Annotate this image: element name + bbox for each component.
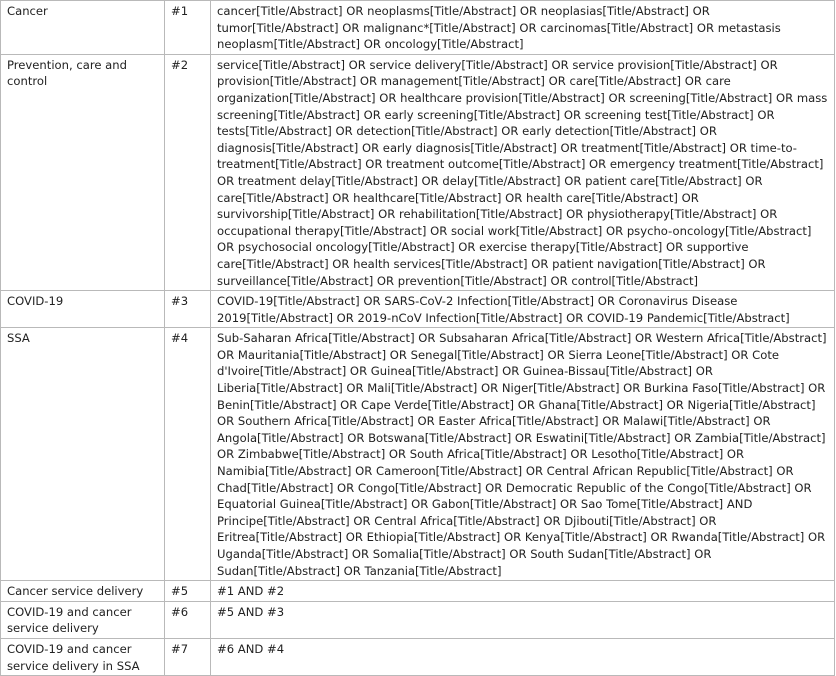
query-cell: #5 AND #3 <box>211 601 835 638</box>
concept-cell: COVID-19 <box>1 291 165 328</box>
table-row <box>1 1 835 55</box>
concept-cell: Cancer service delivery <box>1 581 165 602</box>
table-row <box>1 291 835 328</box>
search-number-cell: #1 <box>165 1 211 55</box>
query-cell: COVID-19[Title/Abstract] OR SARS-CoV-2 Infection[Title/Abstract] OR Coronavirus Disease 2019[Title/Abstract] OR 2019-nCoV Infection[Title/Abstract] OR COVID-19 Pandemic[Title/Abstract] <box>211 291 835 328</box>
query-cell: #6 AND #4 <box>211 638 835 675</box>
query-cell: service[Title/Abstract] OR service delivery[Title/Abstract] OR service provision[Title/Abstract] OR provision[Title/Abstract] OR management[Title/Abstract] OR care[Title/Abstract] OR care organization[Title/Abstract] OR healthcare provision[Title/Abstract] OR screening[Title/Abstract] OR mass screening[Title/Abstract] OR early screening[Title/Abstract] OR screening test[Title/Abstract] OR tests[Title/Abstract] OR detection[Title/Abstract] OR early detection[Title/Abstract] OR diagnosis[Title/Abstract] OR early diagnosis[Title/Abstract] OR treatment[Title/Abstract] OR time-to-treatment[Title/Abstract] OR treatment outcome[Title/Abstract] OR emergency treatment[Title/Abstract] OR treatment delay[Title/Abstract] OR delay[Title/Abstract] OR patient care[Title/Abstract] OR care[Title/Abstract] OR healthcare[Title/Abstract] OR health care[Title/Abstract] OR survivorship[Title/Abstract] OR rehabilitation[Title/Abstract] OR physiotherapy[Title/Abstract] OR occupational therapy[Title/Abstract] OR social work[Title/Abstract] OR psycho-oncology[Title/Abstract] OR psychosocial oncology[Title/Abstract] OR exercise therapy[Title/Abstract] OR supportive care[Title/Abstract] OR health services[Title/Abstract] OR patient navigation[Title/Abstract] OR surveillance[Title/Abstract] OR prevention[Title/Abstract] OR control[Title/Abstract] <box>211 54 835 290</box>
search-number-cell: #4 <box>165 328 211 581</box>
search-number-cell: #2 <box>165 54 211 290</box>
query-cell: #1 AND #2 <box>211 581 835 602</box>
concept-cell: COVID-19 and cancer service delivery in SSA <box>1 638 165 675</box>
table-row <box>1 581 835 602</box>
table-row <box>1 328 835 581</box>
table-row <box>1 638 835 675</box>
search-number-cell: #5 <box>165 581 211 602</box>
concept-cell: SSA <box>1 328 165 581</box>
concept-cell: Cancer <box>1 1 165 55</box>
search-number-cell: #3 <box>165 291 211 328</box>
query-cell: cancer[Title/Abstract] OR neoplasms[Title/Abstract] OR neoplasias[Title/Abstract] OR tumor[Title/Abstract] OR malignanc*[Title/Abstract] OR carcinomas[Title/Abstract] OR metastasis neoplasm[Title/Abstract] OR oncology[Title/Abstract] <box>211 1 835 55</box>
concept-cell: Prevention, care and control <box>1 54 165 290</box>
table-row <box>1 601 835 638</box>
concept-cell: COVID-19 and cancer service delivery <box>1 601 165 638</box>
query-cell: Sub-Saharan Africa[Title/Abstract] OR Subsaharan Africa[Title/Abstract] OR Western Africa[Title/Abstract] OR Mauritania[Title/Abstract] OR Senegal[Title/Abstract] OR Sierra Leone[Title/Abstract] OR Cote d'Ivoire[Title/Abstract] OR Guinea[Title/Abstract] OR Guinea-Bissau[Title/Abstract] OR Liberia[Title/Abstract] OR Mali[Title/Abstract] OR Niger[Title/Abstract] OR Burkina Faso[Title/Abstract] OR Benin[Title/Abstract] OR Cape Verde[Title/Abstract] OR Ghana[Title/Abstract] OR Nigeria[Title/Abstract] OR Southern Africa[Title/Abstract] OR Easter Africa[Title/Abstract] OR Malawi[Title/Abstract] OR Angola[Title/Abstract] OR Botswana[Title/Abstract] OR Eswatini[Title/Abstract] OR Zambia[Title/Abstract] OR Zimbabwe[Title/Abstract] OR South Africa[Title/Abstract] OR Lesotho[Title/Abstract] OR Namibia[Title/Abstract] OR Cameroon[Title/Abstract] OR Central African Republic[Title/Abstract] OR Chad[Title/Abstract] OR Congo[Title/Abstract] OR Democratic Republic of the Congo[Title/Abstract] OR Equatorial Guinea[Title/Abstract] OR Gabon[Title/Abstract] OR Sao Tome[Title/Abstract] AND Principe[Title/Abstract] OR Central Africa[Title/Abstract] OR Djibouti[Title/Abstract] OR Eritrea[Title/Abstract] OR Ethiopia[Title/Abstract] OR Kenya[Title/Abstract] OR Rwanda[Title/Abstract] OR Uganda[Title/Abstract] OR Somalia[Title/Abstract] OR South Sudan[Title/Abstract] OR Sudan[Title/Abstract] OR Tanzania[Title/Abstract] <box>211 328 835 581</box>
table-row <box>1 54 835 290</box>
search-number-cell: #6 <box>165 601 211 638</box>
search-number-cell: #7 <box>165 638 211 675</box>
